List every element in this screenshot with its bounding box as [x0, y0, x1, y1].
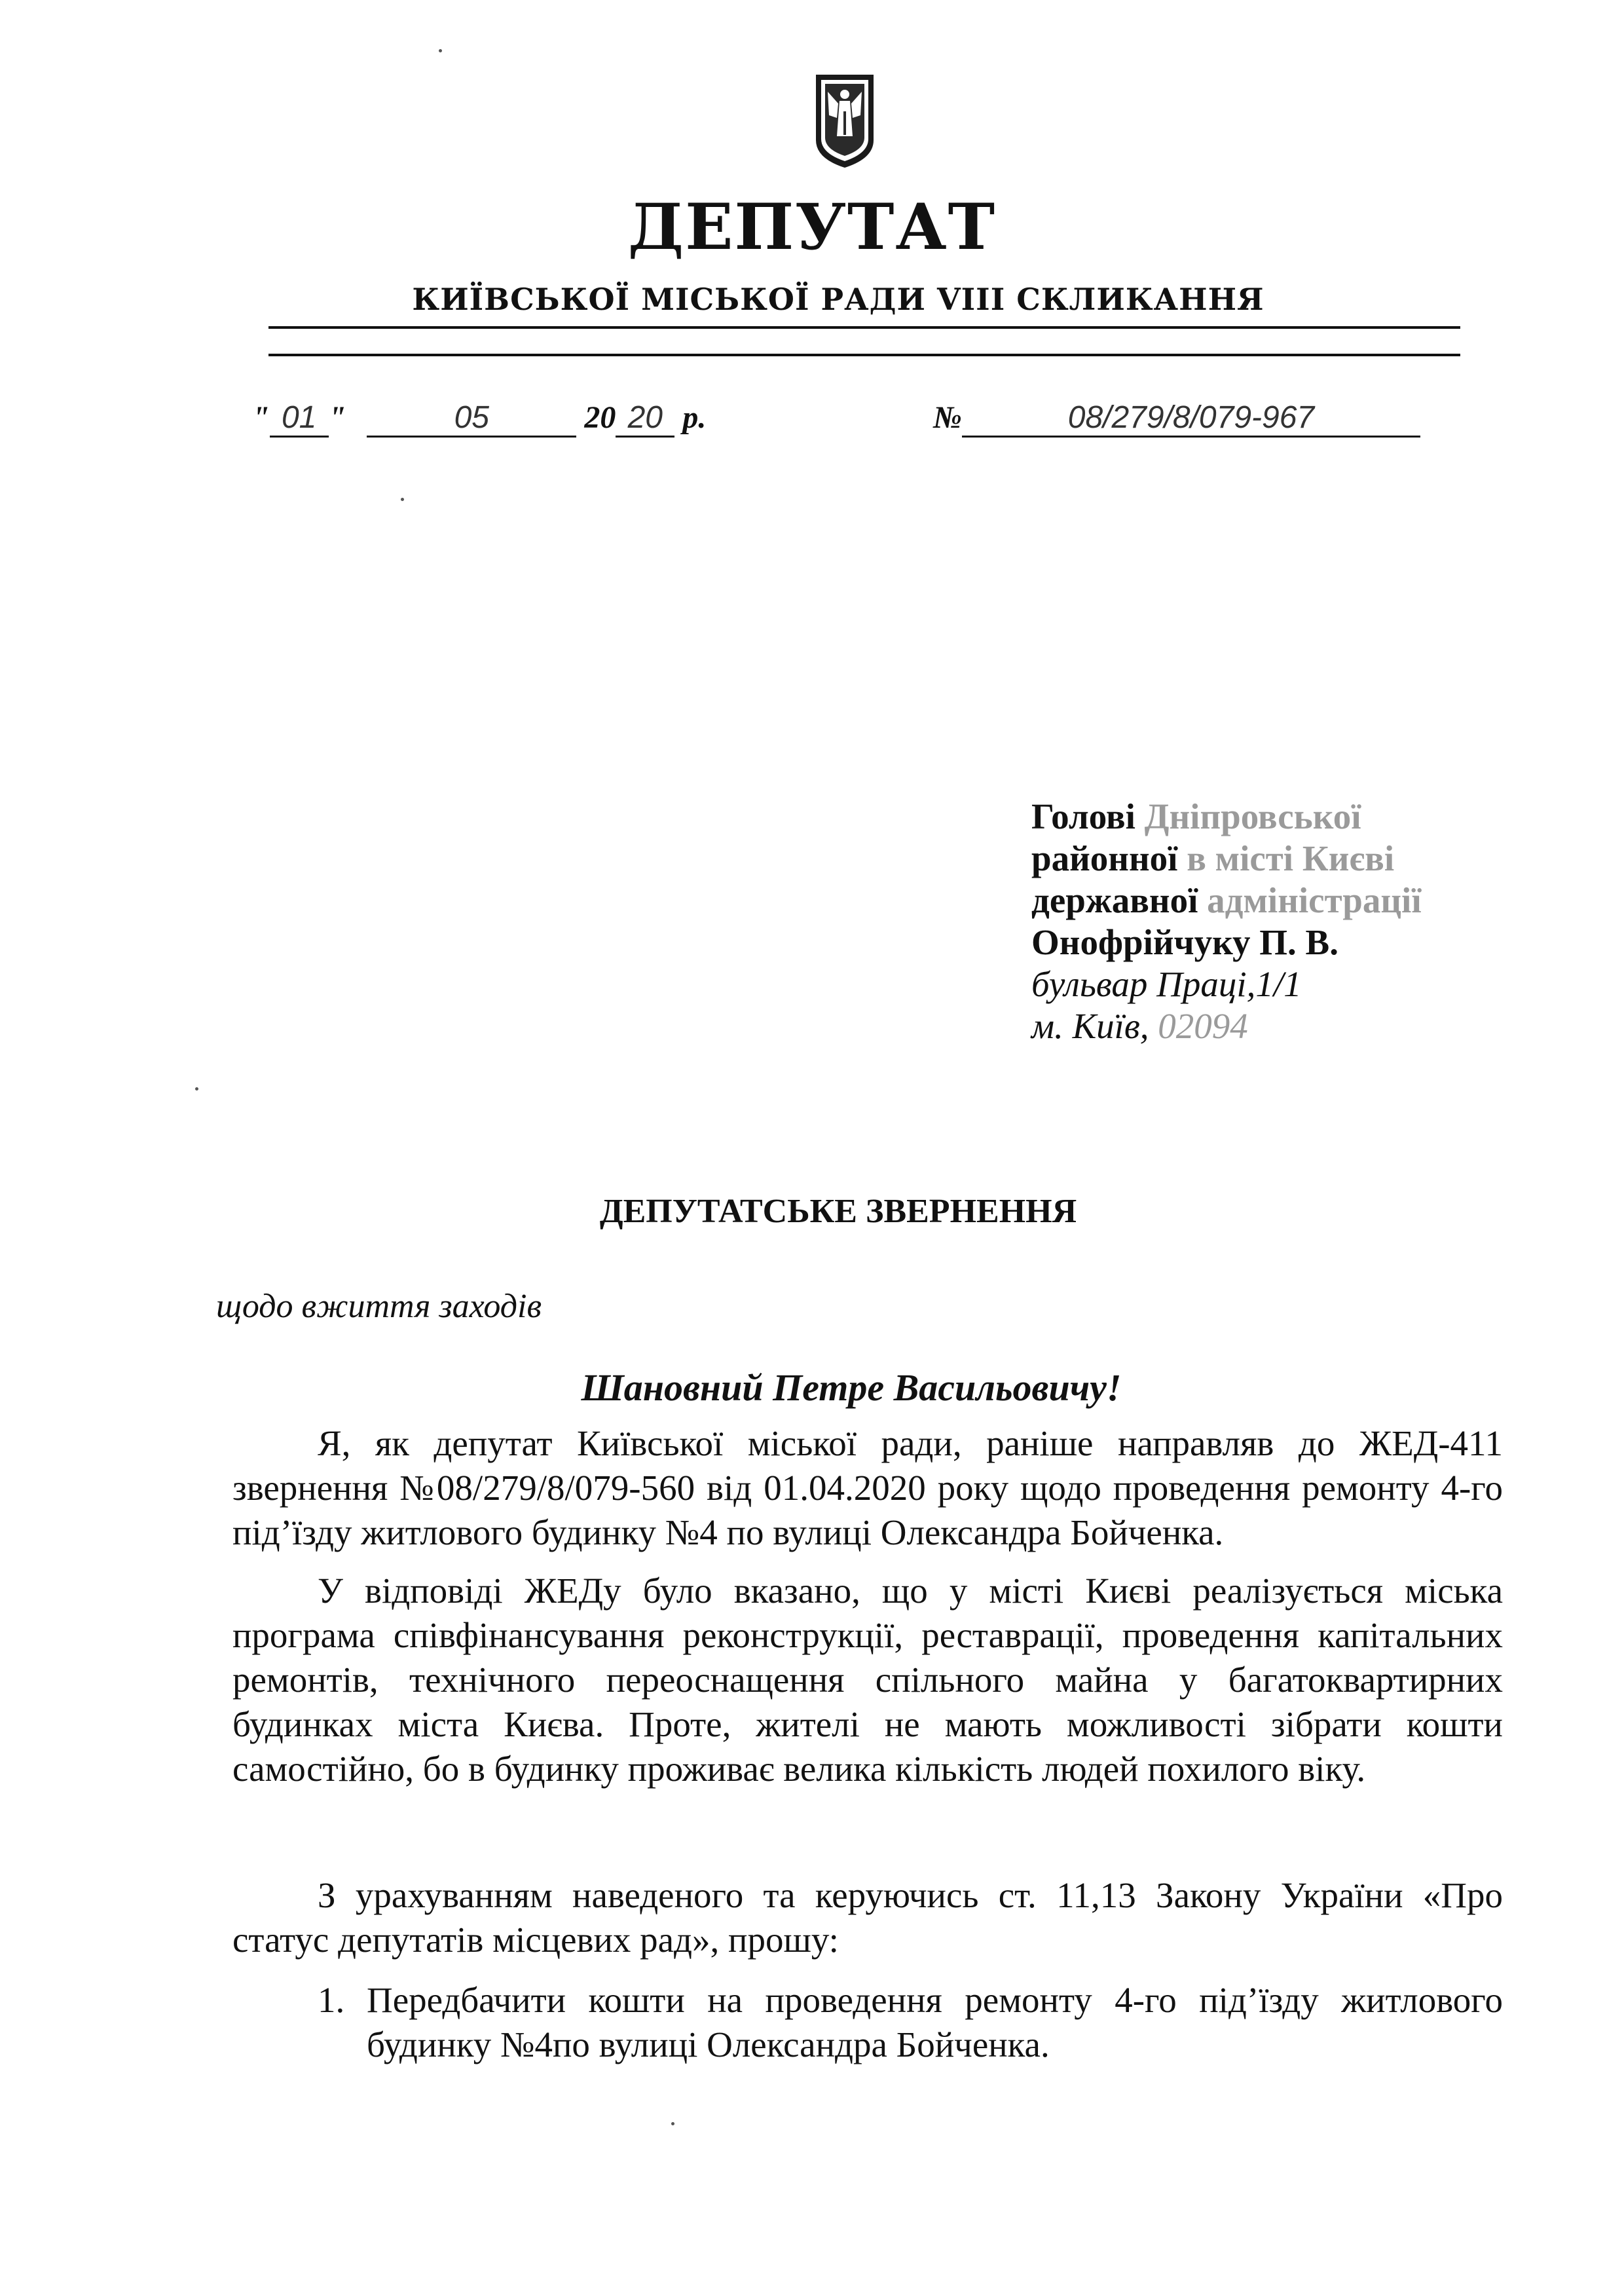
date-year-end: р. — [682, 400, 707, 435]
addressee-postcode: 02094 — [1158, 1006, 1248, 1046]
paragraph-2: У відповіді ЖЕДу було вказано, що у місті Києві реалізується міська програма співфінансування реконструкції, реставрації, проведення капітальних ремонтів, технічного переоснащення спільного майна у багатоквартирних будинках міста Києва. Проте, жителі не мають можливості зібрати кошти самостійно, бо в будинку проживає велика кількість людей похилого віку. — [232, 1571, 1503, 1789]
request-list — [318, 1978, 1503, 2067]
addressee-line3-faint: адміністрації — [1207, 880, 1422, 920]
scan-speck — [671, 2122, 674, 2125]
addressee-line2-faint: в місті Києві — [1187, 838, 1395, 878]
date-year-prefix: 20 — [584, 400, 616, 435]
date-field — [252, 400, 706, 438]
scan-speck — [439, 49, 442, 52]
letterhead-subtitle: КИЇВСЬКОЇ МІСЬКОЇ РАДИ VIII СКЛИКАННЯ — [412, 282, 1264, 317]
paragraph-1: Я, як депутат Київської міської ради, раніше направляв до ЖЕД-411 звернення №08/279/8/079-560 від 01.04.2020 року щодо проведення ремонту 4-го під’їзду житлового будинку №4 по вулиці Олександра Бойченка. — [232, 1423, 1503, 1552]
date-open-quote: " — [252, 400, 270, 435]
addressee-line1: Голові — [1031, 796, 1145, 836]
reference-label: № — [933, 400, 962, 435]
greeting: Шановний Петре Васильовичу! — [581, 1366, 1122, 1409]
scan-speck — [195, 1087, 198, 1091]
list-item-text: Передбачити кошти на проведення ремонту 4-го під’їзду житлового будинку №4по вулиці Олександра Бойченка. — [367, 1980, 1503, 2064]
paragraph-3: З урахуванням наведеного та керуючись ст. 11,13 Закону України «Про статус депутатів місцевих рад», прошу: — [232, 1875, 1503, 1960]
date-month: 05 — [367, 401, 576, 438]
header-rule-top — [268, 326, 1460, 329]
header-rule-bottom — [268, 354, 1460, 356]
list-item-number: 1. — [318, 1980, 345, 2020]
scan-speck — [401, 498, 404, 501]
list-item — [318, 1978, 1503, 2067]
reference-number — [933, 400, 1420, 438]
addressee-block — [1031, 796, 1422, 1047]
addressee-line1-faint: Дніпровської — [1144, 796, 1361, 836]
reference-value: 08/279/8/079-967 — [962, 401, 1420, 438]
addressee-street: бульвар Праці,1/1 — [1031, 964, 1302, 1004]
document-subject: щодо вжиття заходів — [216, 1288, 542, 1325]
addressee-line3: державної — [1031, 880, 1208, 920]
kyiv-coat-of-arms-icon — [813, 72, 876, 170]
date-year-suffix: 20 — [616, 401, 674, 438]
document-title: ДЕПУТАТСЬКЕ ЗВЕРНЕННЯ — [599, 1193, 1077, 1230]
addressee-line2: районної — [1031, 838, 1187, 878]
addressee-name: Онофрійчуку П. В. — [1031, 922, 1338, 962]
letterhead-title: ДЕПУТАТ — [627, 190, 997, 264]
addressee-city: м. Київ, — [1031, 1006, 1158, 1046]
date-day: 01 — [270, 401, 329, 438]
date-close-quote: " — [328, 400, 346, 435]
